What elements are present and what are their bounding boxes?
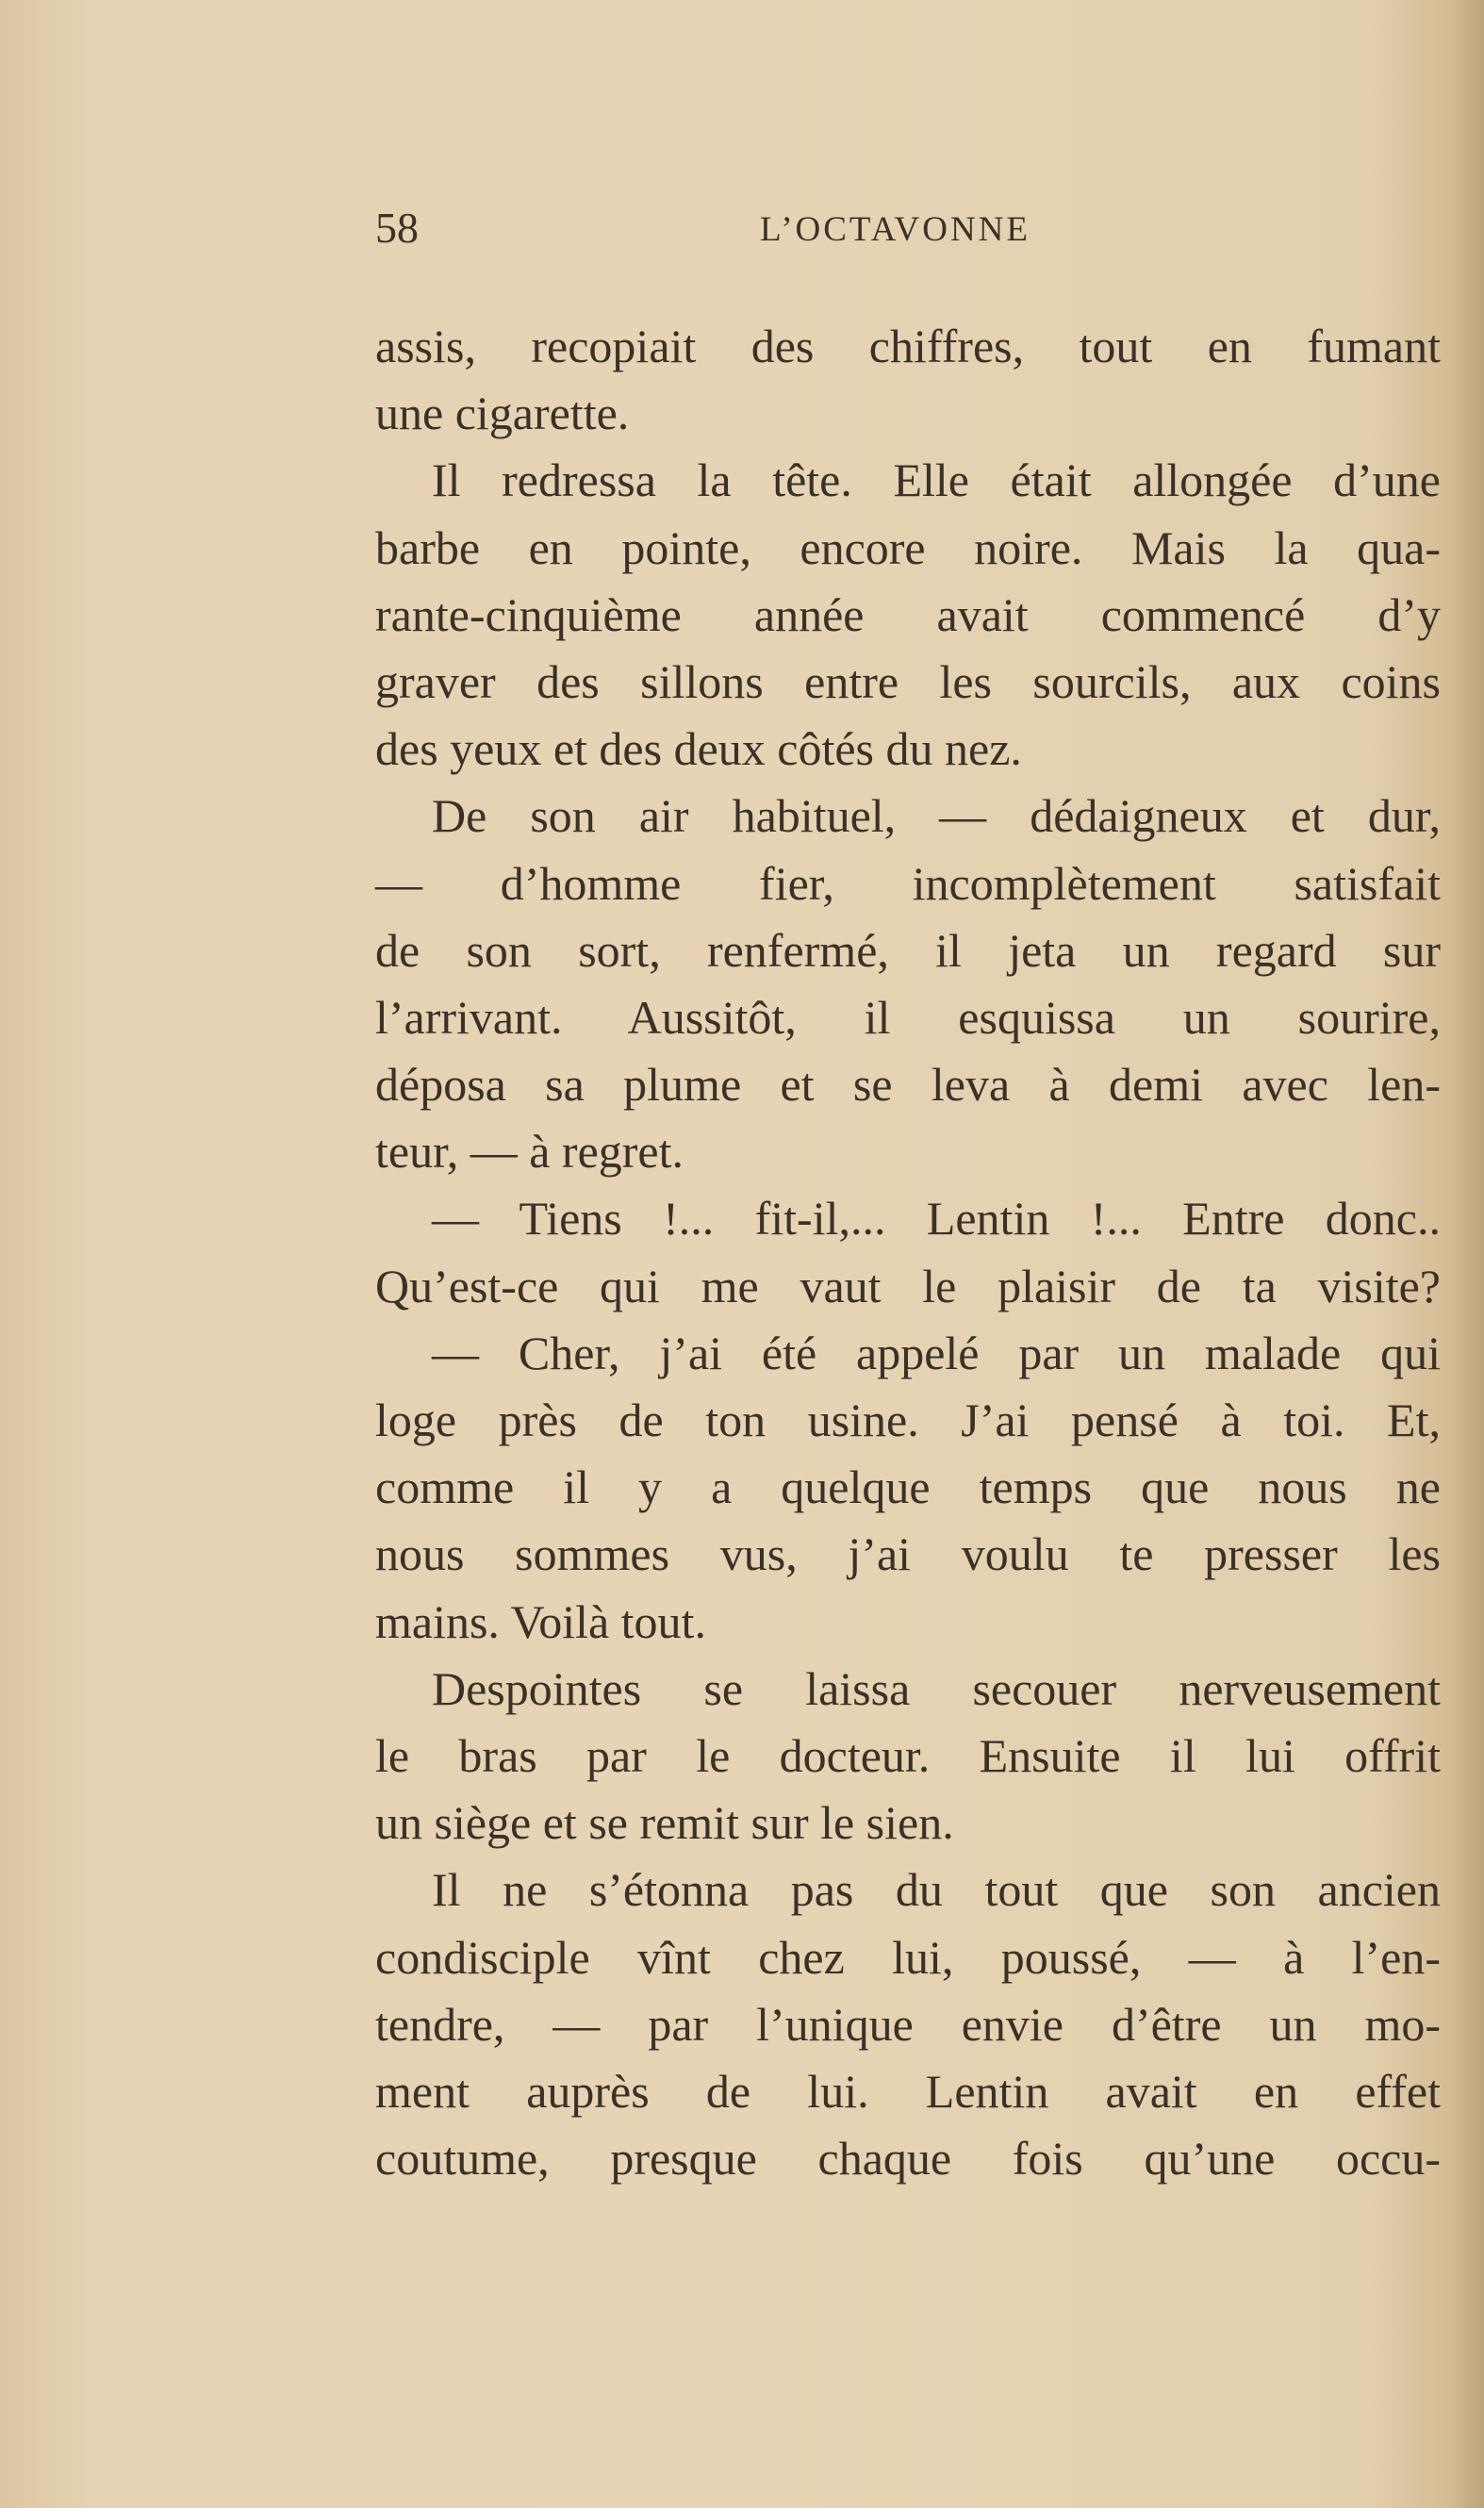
text-line: — Cher, j’ai été appelé par un malade qui: [432, 1326, 1441, 1379]
text-line: une cigarette.: [375, 387, 630, 440]
text-line: mains. Voilà tout.: [375, 1594, 706, 1648]
text-line: de son sort, renfermé, il jeta un regard sur: [375, 923, 1441, 977]
text-line: des yeux et des deux côtés du nez.: [375, 722, 1022, 776]
text-line: De son air habituel, — dédaigneux et dur,: [432, 789, 1441, 843]
text-line: loge près de ton usine. J’ai pensé à toi. Et,: [375, 1394, 1441, 1446]
text-line: le bras par le docteur. Ensuite il lui offrit: [375, 1728, 1441, 1782]
text-line: ment auprès de lui. Lentin avait en effet: [375, 2064, 1441, 2118]
text-line: — Tiens !... fit-il,... Lentin !... Entre donc..: [432, 1192, 1441, 1246]
page-edge-shadow: [1450, 0, 1484, 2508]
text-line: déposa sa plume et se leva à demi avec len-: [375, 1058, 1441, 1112]
text-line: Il ne s’étonna pas du tout que son ancien: [432, 1863, 1441, 1917]
text-line: l’arrivant. Aussitôt, il esquissa un sourire,: [375, 990, 1441, 1044]
text-line: Il redressa la tête. Elle était allongée d’une: [432, 454, 1441, 507]
text-line: assis, recopiait des chiffres, tout en fumant: [375, 320, 1441, 372]
text-line: nous sommes vus, j’ai voulu te presser les: [375, 1527, 1441, 1581]
page-number: 58: [375, 204, 419, 252]
running-title: L’OCTAVONNE: [760, 210, 1031, 249]
body-text: [375, 313, 1441, 2192]
text-line: un siège et se remit sur le sien.: [375, 1796, 954, 1850]
text-line: barbe en pointe, encore noire. Mais la qua-: [375, 520, 1441, 574]
text-line: — d’homme fier, incomplètement satisfait: [375, 856, 1441, 910]
text-line: teur, — à regret.: [375, 1125, 684, 1179]
text-line: rante-cinquième année avait commencé d’y: [375, 587, 1441, 641]
text-line: tendre, — par l’unique envie d’être un mo-: [375, 1997, 1441, 2051]
text-line: graver des sillons entre les sourcils, aux coins: [375, 654, 1441, 708]
text-line: comme il y a quelque temps que nous ne: [375, 1460, 1441, 1514]
text-line: Despointes se laissa secouer nerveusement: [432, 1661, 1441, 1715]
page-header: [375, 200, 1441, 256]
text-line: condisciple vînt chez lui, poussé, — à l’en-: [375, 1930, 1441, 1984]
text-line: coutume, presque chaque fois qu’une occu-: [375, 2132, 1441, 2186]
text-line: Qu’est-ce qui me vaut le plaisir de ta visite?: [375, 1259, 1441, 1312]
